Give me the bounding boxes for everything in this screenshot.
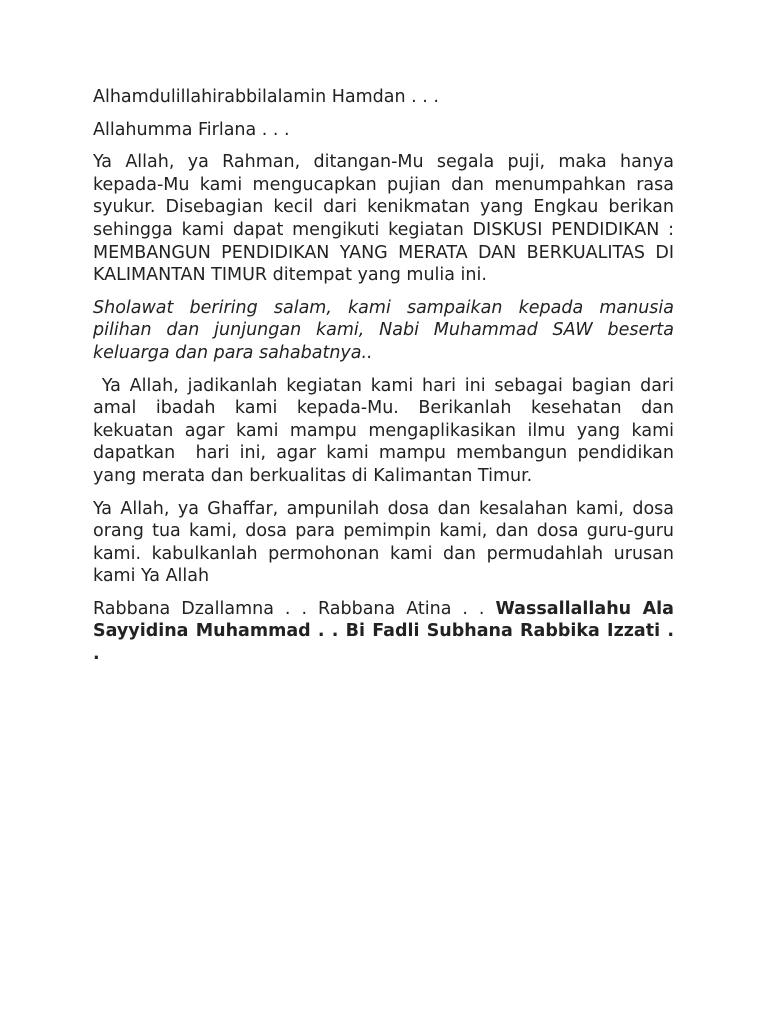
closing-plain-text: Rabbana Dzallamna . . Rabbana Atina . . xyxy=(93,598,496,619)
closing-paragraph xyxy=(93,598,674,666)
closing-bold-text: Wassallallahu Ala Sayyidina Muhammad . . Bi Fadli Subhana Rabbika Izzati . . xyxy=(93,598,674,665)
document-body xyxy=(93,86,680,676)
forgiveness-paragraph: Ya Allah, ya Ghaffar, ampunilah dosa dan kesalahan kami, dosa orang tua kami, dosa para pemimpin kami, dan dosa guru-guru kami. kabulkanlah permohonan kami dan permudahlah urusan kami Ya Allah xyxy=(93,498,674,587)
praise-paragraph: Ya Allah, ya Rahman, ditangan-Mu segala puji, maka hanya kepada-Mu kami mengucapkan pujian dan menumpahkan rasa syukur. Disebagian kecil dari kenikmatan yang Engkau berikan sehingga kami dapat mengikuti kegiatan DISKUSI PENDIDIKAN : MEMBANGUN PENDIDIKAN YANG MERATA DAN BERKUALITAS DI KALIMANTAN TIMUR ditempat yang mulia ini. xyxy=(93,152,674,286)
request-paragraph: Ya Allah, jadikanlah kegiatan kami hari ini sebagai bagian dari amal ibadah kami kepada-Mu. Berikanlah kesehatan dan kekuatan agar kami mampu mengaplikasikan ilmu yang kami dapatkan hari ini, agar kami mampu membangun pendidikan yang merata dan berkualitas di Kalimantan Timur. xyxy=(93,375,680,486)
opening-allahumma: Allahumma Firlana . . . xyxy=(93,119,290,140)
sholawat-paragraph: Sholawat beriring salam, kami sampaikan kepada manusia pilihan dan junjungan kami, Nabi Muhammad SAW beserta keluarga dan para sahabatnya.. xyxy=(93,297,674,363)
opening-hamdalah: Alhamdulillahirabbilalamin Hamdan . . . xyxy=(93,87,439,107)
